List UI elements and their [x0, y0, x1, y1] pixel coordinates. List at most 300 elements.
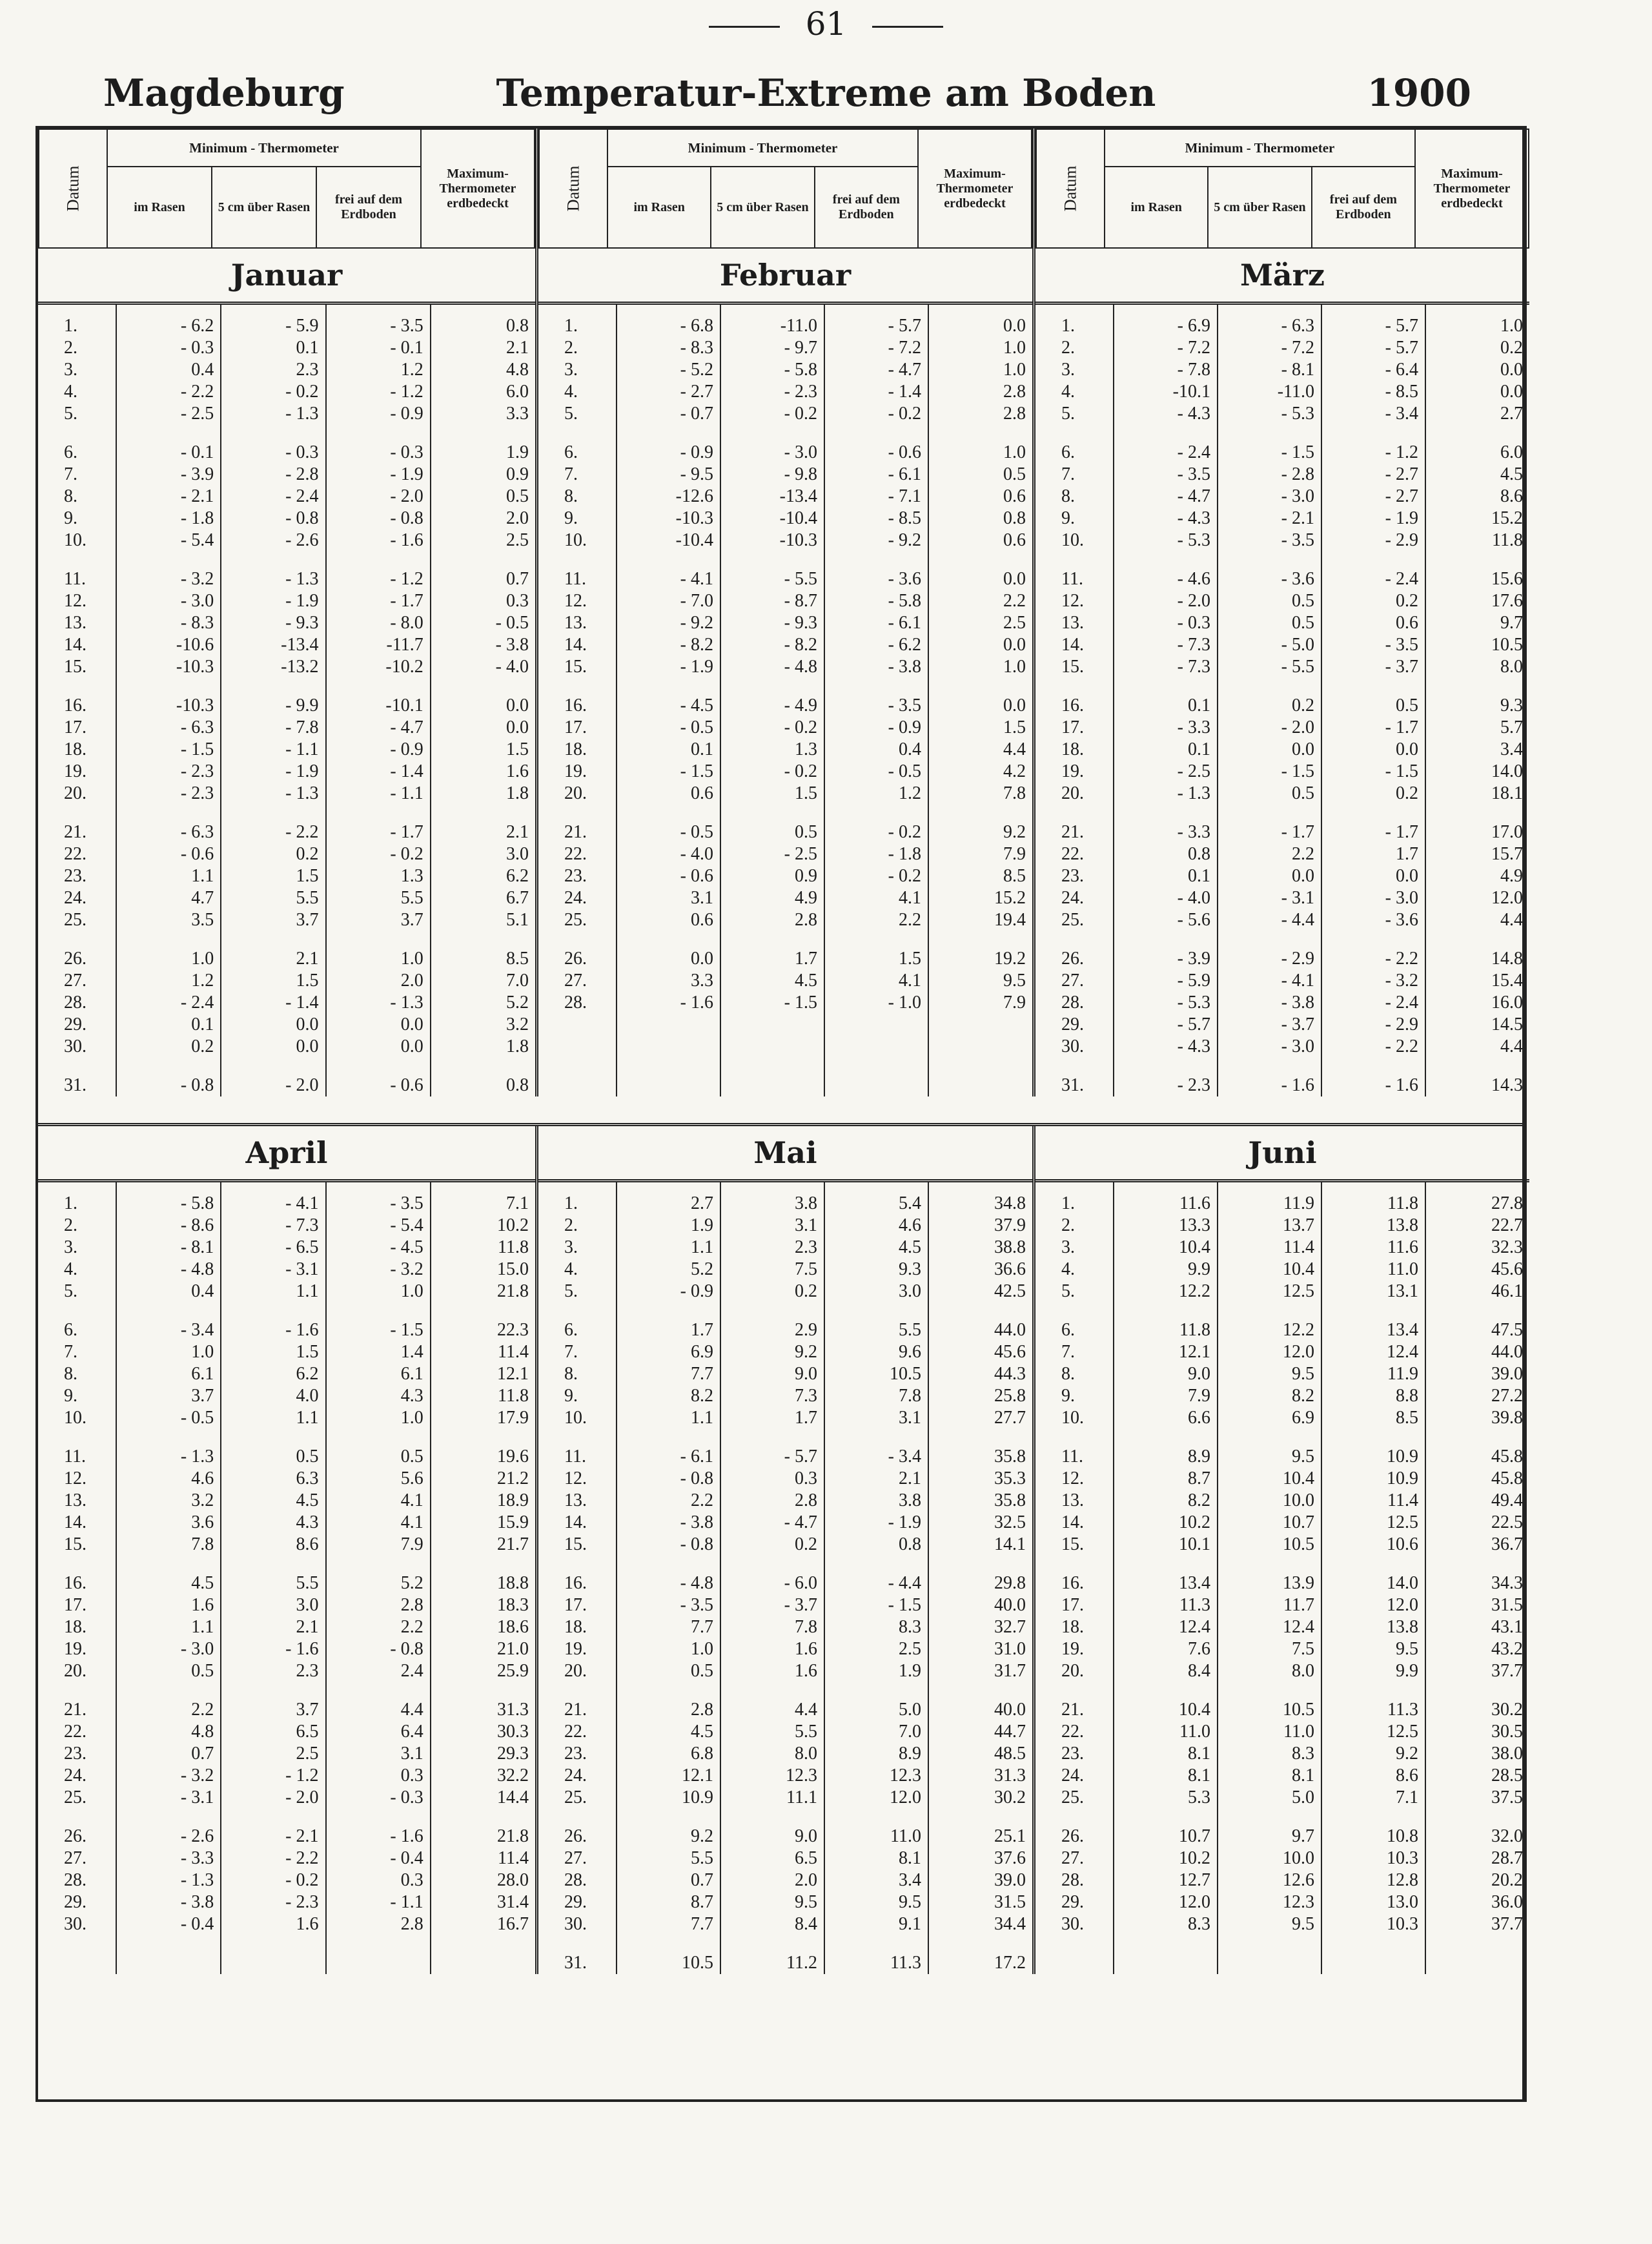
frei-cell: 3.1 [326, 1743, 431, 1765]
max-cell: 1.0 [1425, 305, 1529, 337]
uber-rasen-cell: 12.0 [1218, 1341, 1321, 1363]
im-rasen-cell: 8.2 [617, 1385, 720, 1407]
frei-cell: 1.0 [326, 1407, 431, 1429]
max-cell: 40.0 [928, 1594, 1032, 1616]
uber-rasen-cell: - 5.8 [720, 359, 824, 381]
max-thermometer-header: Maximum-Thermometer erdbedeckt [918, 129, 1032, 248]
datum-cell: 3. [1061, 360, 1075, 380]
max-cell: 5.1 [431, 909, 535, 931]
im-rasen-cell: - 2.1 [116, 486, 221, 508]
uber-rasen-header: 5 cm über Rasen [1208, 167, 1311, 248]
table-row [1035, 403, 1529, 425]
max-cell: 2.0 [431, 508, 535, 530]
datum-cell [1035, 1935, 1114, 1974]
max-cell: 29.3 [431, 1743, 535, 1765]
max-cell: 31.5 [928, 1891, 1032, 1913]
im-rasen-cell: - 7.0 [617, 590, 720, 612]
datum-cell: 6. [564, 442, 578, 462]
uber-rasen-cell: - 4.1 [221, 1182, 325, 1215]
max-cell: 0.3 [431, 590, 535, 612]
frei-cell: 1.2 [824, 783, 928, 805]
datum-cell: 12. [64, 1468, 87, 1488]
table-row [1035, 887, 1529, 909]
frei-cell: 4.4 [326, 1682, 431, 1721]
uber-rasen-cell: 8.4 [720, 1913, 824, 1935]
uber-rasen-cell: 2.9 [720, 1302, 824, 1341]
im-rasen-cell: - 3.4 [116, 1302, 221, 1341]
uber-rasen-cell: 1.5 [720, 783, 824, 805]
frei-cell: 0.2 [1321, 590, 1425, 612]
max-cell: 9.7 [1425, 612, 1529, 634]
uber-rasen-cell: - 2.8 [221, 464, 325, 486]
max-cell: 2.5 [431, 530, 535, 551]
im-rasen-cell: - 0.6 [617, 865, 720, 887]
uber-rasen-cell: - 1.4 [221, 992, 325, 1014]
datum-cell: 19. [564, 761, 587, 781]
datum-cell: 5. [564, 404, 578, 424]
im-rasen-cell: - 0.6 [116, 843, 221, 865]
table-row [38, 1682, 535, 1721]
max-cell: 32.0 [1425, 1809, 1529, 1848]
max-cell: 8.0 [1425, 656, 1529, 678]
max-cell: 7.8 [928, 783, 1032, 805]
max-cell: 44.3 [928, 1363, 1032, 1385]
im-rasen-cell: 10.1 [1114, 1534, 1218, 1556]
max-cell: 0.9 [431, 464, 535, 486]
im-rasen-cell: - 6.3 [116, 805, 221, 843]
frei-cell: 12.0 [1321, 1594, 1425, 1616]
frei-cell: 11.4 [1321, 1490, 1425, 1512]
datum-cell: 3. [64, 1237, 77, 1257]
table-row [538, 634, 1032, 656]
uber-rasen-cell: -11.0 [720, 305, 824, 337]
im-rasen-cell: 1.2 [116, 970, 221, 992]
uber-rasen-cell: - 2.0 [1218, 717, 1321, 739]
uber-rasen-cell: 4.3 [221, 1512, 325, 1534]
im-rasen-cell: - 2.5 [116, 403, 221, 425]
frei-cell: - 2.9 [1321, 1014, 1425, 1036]
frei-cell: 0.0 [326, 1014, 431, 1036]
datum-cell: 26. [1061, 1826, 1084, 1846]
month-block-mai [535, 1126, 1032, 1974]
im-rasen-cell: 0.6 [617, 909, 720, 931]
im-rasen-cell: - 5.2 [617, 359, 720, 381]
im-rasen-cell: - 5.3 [1114, 530, 1218, 551]
frei-cell: - 6.4 [1321, 359, 1425, 381]
datum-cell: 17. [1061, 1595, 1084, 1615]
im-rasen-cell: - 4.0 [617, 843, 720, 865]
max-cell: 45.8 [1425, 1429, 1529, 1468]
im-rasen-cell: - 6.3 [116, 717, 221, 739]
frei-cell: 1.0 [326, 931, 431, 970]
datum-cell: 22. [1061, 1722, 1084, 1742]
im-rasen-cell: 3.1 [617, 887, 720, 909]
datum-cell: 31. [1061, 1075, 1084, 1095]
max-cell: 18.9 [431, 1490, 535, 1512]
im-rasen-cell: - 3.5 [617, 1594, 720, 1616]
table-row [1035, 909, 1529, 931]
table-row [38, 1809, 535, 1848]
frei-cell: 0.4 [824, 739, 928, 761]
uber-rasen-cell: 12.3 [1218, 1891, 1321, 1913]
im-rasen-cell: 7.6 [1114, 1638, 1218, 1660]
im-rasen-cell: 4.5 [617, 1721, 720, 1743]
uber-rasen-cell: 0.0 [1218, 865, 1321, 887]
frei-cell: 1.2 [326, 359, 431, 381]
max-cell: 34.3 [1425, 1556, 1529, 1594]
frei-cell: 0.3 [326, 1765, 431, 1787]
im-rasen-cell: - 2.3 [116, 761, 221, 783]
table-row [1035, 1215, 1529, 1237]
datum-cell: 12. [1061, 591, 1084, 611]
max-cell: 10.2 [431, 1215, 535, 1237]
datum-cell: 22. [1061, 844, 1084, 864]
uber-rasen-cell: - 2.0 [221, 1058, 325, 1096]
datum-cell: 18. [564, 739, 587, 759]
uber-rasen-cell: - 6.3 [1218, 305, 1321, 337]
datum-cell: 21. [64, 1700, 87, 1720]
frei-cell: - 1.2 [326, 381, 431, 403]
frei-cell: 6.1 [326, 1363, 431, 1385]
frei-cell: 14.0 [1321, 1556, 1425, 1594]
frei-cell: - 6.1 [824, 612, 928, 634]
uber-rasen-cell: 1.6 [720, 1660, 824, 1682]
max-thermometer-header: Maximum-Thermometer erdbedeckt [421, 129, 535, 248]
frei-cell: 4.5 [824, 1237, 928, 1259]
max-cell: 7.9 [928, 843, 1032, 865]
datum-cell: 13. [564, 1490, 587, 1510]
max-cell: 19.4 [928, 909, 1032, 931]
uber-rasen-cell: 2.3 [221, 359, 325, 381]
max-cell: 3.4 [1425, 739, 1529, 761]
max-cell: 18.6 [431, 1616, 535, 1638]
frei-cell: 0.5 [326, 1429, 431, 1468]
im-rasen-cell: - 6.1 [617, 1429, 720, 1468]
frei-cell: - 1.6 [1321, 1058, 1425, 1096]
im-rasen-cell: - 2.3 [1114, 1058, 1218, 1096]
month-block-juni [1032, 1126, 1529, 1974]
table-row [538, 1429, 1032, 1468]
datum-cell: 21. [564, 1700, 587, 1720]
table-row [1035, 1281, 1529, 1302]
datum-cell: 27. [564, 971, 587, 991]
table-row [1035, 1341, 1529, 1363]
datum-cell: 2. [564, 1215, 578, 1235]
frei-cell: 9.1 [824, 1913, 928, 1935]
im-rasen-cell: - 1.5 [116, 739, 221, 761]
im-rasen-cell: - 2.4 [116, 992, 221, 1014]
uber-rasen-header: 5 cm über Rasen [711, 167, 814, 248]
max-cell: 0.0 [431, 678, 535, 717]
max-cell: 31.5 [1425, 1594, 1529, 1616]
uber-rasen-cell: 6.5 [720, 1848, 824, 1869]
im-rasen-cell: - 1.6 [617, 992, 720, 1014]
max-cell: 4.2 [928, 761, 1032, 783]
table-row [1035, 1468, 1529, 1490]
table-row [1035, 1638, 1529, 1660]
datum-cell: 3. [564, 360, 578, 380]
uber-rasen-cell: 3.1 [720, 1215, 824, 1237]
frei-cell: 1.7 [1321, 843, 1425, 865]
im-rasen-cell: 6.6 [1114, 1407, 1218, 1429]
im-rasen-cell: 8.7 [617, 1891, 720, 1913]
table-row [38, 464, 535, 486]
frei-cell: - 3.6 [824, 551, 928, 590]
datum-cell: 27. [64, 1848, 87, 1868]
frei-cell: - 1.4 [326, 761, 431, 783]
table-row [1035, 1490, 1529, 1512]
im-rasen-cell: 1.1 [116, 1616, 221, 1638]
datum-cell: 24. [1061, 888, 1084, 908]
uber-rasen-cell: 11.4 [1218, 1237, 1321, 1259]
im-rasen-header: im Rasen [1105, 167, 1208, 248]
table-row [1035, 739, 1529, 761]
im-rasen-cell: -10.3 [116, 678, 221, 717]
datum-cell: 19. [1061, 761, 1084, 781]
max-cell: 38.8 [928, 1237, 1032, 1259]
im-rasen-cell: - 3.0 [116, 590, 221, 612]
im-rasen-cell: 5.2 [617, 1259, 720, 1281]
max-cell: 16.7 [431, 1913, 535, 1935]
max-cell: 11.4 [431, 1341, 535, 1363]
datum-cell: 6. [1061, 1320, 1075, 1340]
im-rasen-cell: 7.9 [1114, 1385, 1218, 1407]
max-cell: 1.8 [431, 1036, 535, 1058]
uber-rasen-cell: 9.5 [1218, 1363, 1321, 1385]
im-rasen-cell: - 4.3 [1114, 1036, 1218, 1058]
max-cell: 1.8 [431, 783, 535, 805]
datum-cell: 22. [564, 1722, 587, 1742]
table-row [1035, 305, 1529, 337]
im-rasen-cell: -10.6 [116, 634, 221, 656]
datum-header [1036, 129, 1105, 248]
uber-rasen-cell: 6.3 [221, 1468, 325, 1490]
table-row [38, 1259, 535, 1281]
datum-cell: 29. [64, 1892, 87, 1912]
frei-cell: - 2.7 [1321, 464, 1425, 486]
uber-rasen-cell: 1.1 [221, 1281, 325, 1302]
table-row [1035, 865, 1529, 887]
max-cell: 0.6 [928, 486, 1032, 508]
uber-rasen-cell: - 9.8 [720, 464, 824, 486]
uber-rasen-cell: - 3.7 [1218, 1014, 1321, 1036]
table-row [38, 865, 535, 887]
frei-cell: -10.1 [326, 678, 431, 717]
im-rasen-cell: 1.0 [116, 1341, 221, 1363]
datum-cell: 18. [564, 1617, 587, 1637]
max-cell: 11.8 [1425, 530, 1529, 551]
im-rasen-cell: 1.6 [116, 1594, 221, 1616]
uber-rasen-cell: 10.7 [1218, 1512, 1321, 1534]
datum-cell: 7. [64, 1342, 77, 1362]
datum-cell: 23. [564, 866, 587, 886]
table-row [538, 1363, 1032, 1385]
table-row [538, 612, 1032, 634]
datum-cell: 20. [1061, 783, 1084, 803]
table-row [38, 656, 535, 678]
uber-rasen-cell: - 2.1 [221, 1809, 325, 1848]
uber-rasen-cell: - 3.0 [720, 425, 824, 464]
max-cell: 30.5 [1425, 1721, 1529, 1743]
frei-cell: 1.0 [326, 1281, 431, 1302]
table-row [1035, 1660, 1529, 1682]
datum-cell: 31. [564, 1953, 587, 1973]
datum-cell: 8. [1061, 486, 1075, 506]
frei-cell: 11.6 [1321, 1237, 1425, 1259]
table-row [538, 909, 1032, 931]
uber-rasen-cell: 0.0 [221, 1014, 325, 1036]
table-row [38, 1721, 535, 1743]
table-row [1035, 1594, 1529, 1616]
datum-cell: 20. [564, 1661, 587, 1681]
uber-rasen-cell: - 2.6 [221, 530, 325, 551]
im-rasen-cell: 3.2 [116, 1490, 221, 1512]
im-rasen-cell: 11.6 [1114, 1182, 1218, 1215]
datum-cell: 24. [564, 888, 587, 908]
im-rasen-cell: - 0.5 [617, 717, 720, 739]
im-rasen-cell [617, 1014, 720, 1036]
im-rasen-cell: - 0.8 [116, 1058, 221, 1096]
frei-cell: - 4.7 [326, 717, 431, 739]
datum-cell: 18. [1061, 1617, 1084, 1637]
uber-rasen-cell: 1.5 [221, 970, 325, 992]
uber-rasen-cell: 1.7 [720, 1407, 824, 1429]
table-row [38, 1468, 535, 1490]
im-rasen-cell: 4.7 [116, 887, 221, 909]
uber-rasen-cell: - 2.0 [221, 1787, 325, 1809]
datum-cell: 10. [1061, 1408, 1084, 1428]
table-row [38, 1429, 535, 1468]
im-rasen-cell: 10.9 [617, 1787, 720, 1809]
frei-cell: - 1.7 [326, 805, 431, 843]
frei-cell: 6.4 [326, 1721, 431, 1743]
datum-cell: 1. [64, 316, 77, 336]
uber-rasen-cell: - 4.9 [720, 678, 824, 717]
datum-cell: 6. [64, 1320, 77, 1340]
datum-cell: 28. [64, 993, 87, 1013]
frei-cell: 1.3 [326, 865, 431, 887]
im-rasen-cell: - 3.5 [1114, 464, 1218, 486]
max-cell: 35.8 [928, 1490, 1032, 1512]
im-rasen-cell: - 0.9 [617, 1281, 720, 1302]
max-cell: 6.7 [431, 887, 535, 909]
max-thermometer-header: Maximum-Thermometer erdbedeckt [1415, 129, 1529, 248]
table-row [1035, 1935, 1529, 1974]
frei-cell: - 0.9 [326, 403, 431, 425]
im-rasen-cell: 12.4 [1114, 1616, 1218, 1638]
table-row [1035, 1787, 1529, 1809]
frei-cell: 7.1 [1321, 1787, 1425, 1809]
uber-rasen-cell: - 3.0 [1218, 486, 1321, 508]
datum-cell: 17. [64, 717, 87, 737]
datum-cell: 21. [564, 822, 587, 842]
table-row [538, 359, 1032, 381]
datum-cell: 16. [64, 1573, 87, 1593]
im-rasen-cell: 0.1 [617, 739, 720, 761]
uber-rasen-cell: 9.5 [1218, 1913, 1321, 1935]
frei-cell: 11.9 [1321, 1363, 1425, 1385]
im-rasen-cell: - 4.3 [1114, 403, 1218, 425]
table-row [1035, 1512, 1529, 1534]
frei-cell: 4.1 [326, 1490, 431, 1512]
im-rasen-cell: - 6.2 [116, 305, 221, 337]
im-rasen-cell: 0.4 [116, 1281, 221, 1302]
uber-rasen-cell: - 5.0 [1218, 634, 1321, 656]
im-rasen-cell: 0.1 [1114, 739, 1218, 761]
max-cell: 22.3 [431, 1302, 535, 1341]
datum-cell: 25. [64, 910, 87, 930]
im-rasen-cell: 10.2 [1114, 1848, 1218, 1869]
frei-cell: 12.5 [1321, 1512, 1425, 1534]
month-title: Juni [1035, 1126, 1529, 1182]
uber-rasen-cell: - 1.1 [221, 739, 325, 761]
datum-cell: 11. [64, 569, 86, 589]
im-rasen-cell: - 2.7 [617, 381, 720, 403]
max-cell: 12.1 [431, 1363, 535, 1385]
im-rasen-cell: 8.1 [1114, 1765, 1218, 1787]
max-cell: - 4.0 [431, 656, 535, 678]
frei-cell: 0.6 [1321, 612, 1425, 634]
im-rasen-cell: -12.6 [617, 486, 720, 508]
im-rasen-cell: 8.9 [1114, 1429, 1218, 1468]
max-cell: 36.6 [928, 1259, 1032, 1281]
frei-cell: 1.9 [824, 1660, 928, 1682]
im-rasen-cell: 8.7 [1114, 1468, 1218, 1490]
uber-rasen-cell: 2.3 [221, 1660, 325, 1682]
im-rasen-cell: - 7.8 [1114, 359, 1218, 381]
uber-rasen-cell: -13.2 [221, 656, 325, 678]
frei-cell: - 3.5 [326, 305, 431, 337]
datum-cell: 27. [1061, 971, 1084, 991]
datum-cell: 10. [564, 1408, 587, 1428]
table-row [1035, 992, 1529, 1014]
frei-cell: 10.3 [1321, 1913, 1425, 1935]
uber-rasen-cell: - 7.8 [221, 717, 325, 739]
frei-cell: - 1.3 [326, 992, 431, 1014]
frei-cell: - 3.8 [824, 656, 928, 678]
uber-rasen-cell: 3.8 [720, 1182, 824, 1215]
max-cell: 0.0 [928, 678, 1032, 717]
frei-cell: - 2.4 [1321, 992, 1425, 1014]
datum-cell: 25. [1061, 910, 1084, 930]
uber-rasen-header: 5 cm über Rasen [212, 167, 316, 248]
table-row [538, 843, 1032, 865]
table-row [38, 1490, 535, 1512]
table-row [38, 1743, 535, 1765]
max-cell: 30.2 [928, 1787, 1032, 1809]
frei-cell: 8.5 [1321, 1407, 1425, 1429]
datum-cell: 11. [64, 1446, 86, 1467]
max-cell: 14.1 [928, 1534, 1032, 1556]
max-cell: 19.6 [431, 1429, 535, 1468]
im-rasen-cell: 3.3 [617, 970, 720, 992]
datum-cell: 9. [64, 1386, 77, 1406]
frei-cell: - 3.0 [1321, 887, 1425, 909]
frei-cell: 12.5 [1321, 1721, 1425, 1743]
max-cell: 8.5 [431, 931, 535, 970]
uber-rasen-cell: - 3.0 [1218, 1036, 1321, 1058]
frei-cell: - 1.1 [326, 783, 431, 805]
im-rasen-cell: 12.1 [617, 1765, 720, 1787]
uber-rasen-cell: -10.3 [720, 530, 824, 551]
half-divider [38, 1123, 1525, 1126]
month-title: Februar [538, 249, 1032, 305]
table-row [1035, 1182, 1529, 1215]
frei-cell: 13.0 [1321, 1891, 1425, 1913]
table-row [38, 1014, 535, 1036]
datum-cell: 28. [64, 1870, 87, 1890]
max-cell: 42.5 [928, 1281, 1032, 1302]
